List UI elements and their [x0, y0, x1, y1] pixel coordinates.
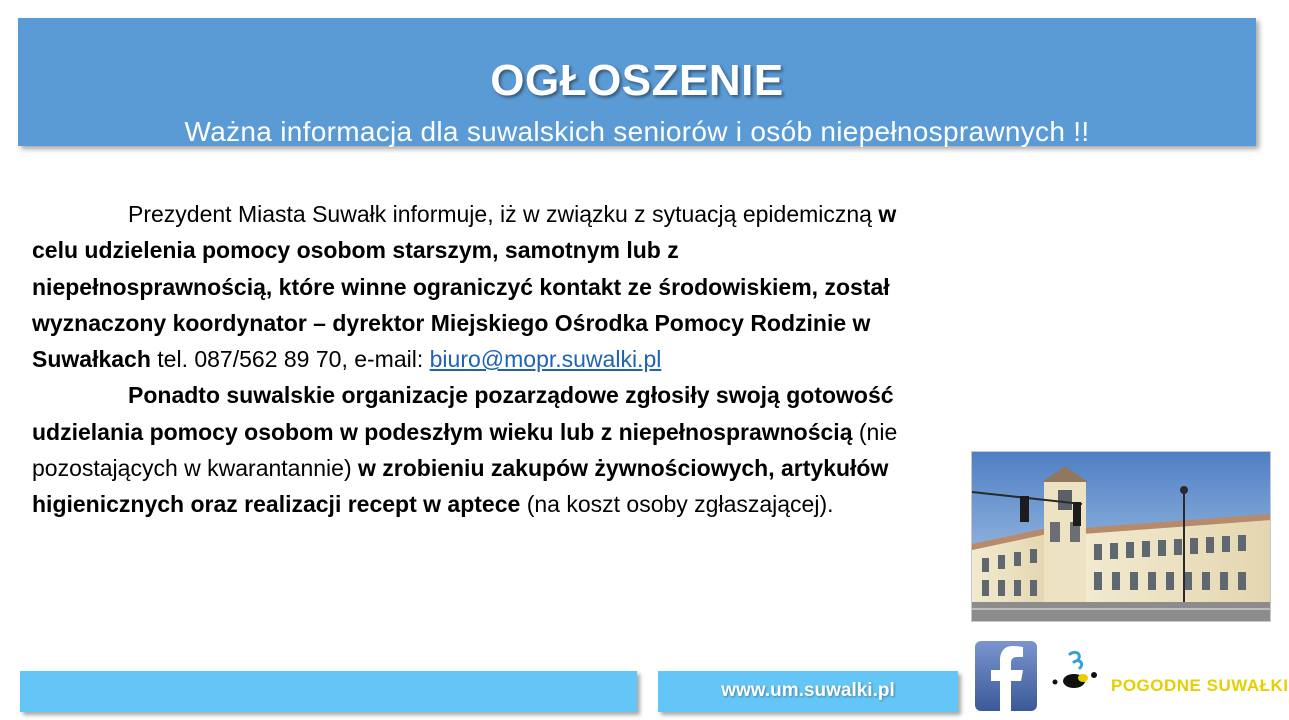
town-hall-photo	[971, 451, 1271, 622]
contact-phone-text: tel. 087/562 89 70, e-mail:	[150, 346, 430, 373]
pogodne-word: POGODNE	[1111, 676, 1202, 695]
announcement-text: (na koszt osoby zgłaszającej).	[520, 491, 834, 518]
announcement-emphasis: w zrobieniu zakupów żywnościowych, artykułów higienicznych oraz realizacji recept w aptece	[32, 455, 889, 518]
announcement-text: (nie pozostających w kwarantannie)	[32, 418, 898, 482]
pogodne-suwalki-logo-text	[1111, 676, 1289, 696]
announcement-text: Prezydent Miasta Suwałk informuje, iż w związku z sytuacją epidemiczną	[128, 201, 879, 227]
facebook-icon[interactable]	[975, 641, 1037, 711]
suwalki-word: SUWAŁKI	[1206, 676, 1289, 695]
announcement-body	[32, 196, 922, 523]
announcement-paragraph-2	[32, 377, 922, 522]
announcement-emphasis: w celu udzielenia pomocy osobom starszym, samotnym lub z niepełnosprawnością, które winne ograniczyć kontakt ze środowiskiem, został wyznaczony koordynator – dyrektor Miejskiego Ośrodka Pomocy Rodzinie w Suwałkach	[32, 201, 897, 373]
announcement-emphasis: Ponadto suwalskie organizacje pozarządowe zgłosiły swoją gotowość udzielania pomocy osobom w podeszłym wieku lub z niepełnosprawnością	[32, 382, 894, 445]
header-banner	[18, 18, 1256, 146]
footer-bar-left	[20, 671, 637, 712]
footer-bar-right	[658, 671, 958, 712]
pogodne-suwalki-logo-icon	[1050, 648, 1100, 698]
page-subtitle: Ważna informacja dla suwalskich seniorów i osób niepełnosprawnych !!	[184, 116, 1090, 147]
email-link[interactable]: biuro@mopr.suwalki.pl	[429, 346, 662, 373]
page-title: OGŁOSZENIE	[490, 56, 784, 105]
announcement-paragraph-1	[32, 196, 922, 377]
website-link[interactable]: www.um.suwalki.pl	[721, 680, 895, 701]
